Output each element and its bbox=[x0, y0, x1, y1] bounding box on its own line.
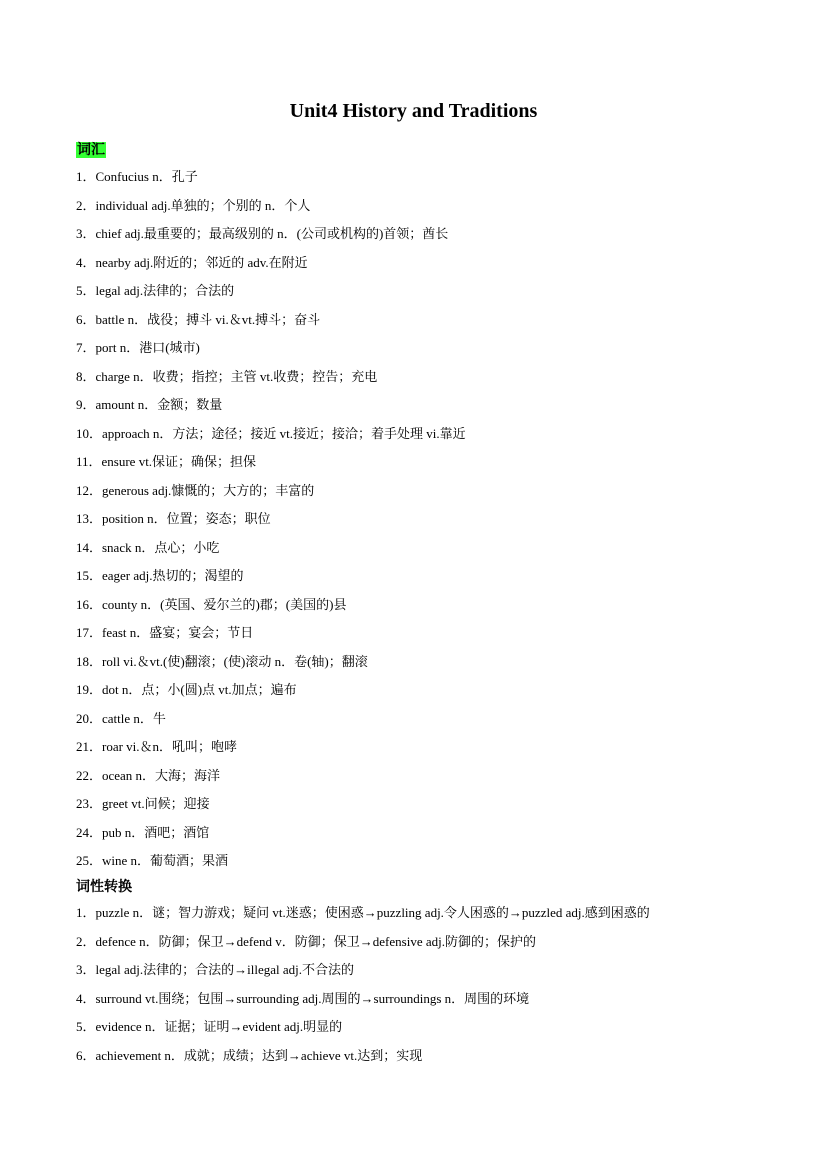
list-item: 15．eager adj.热切的；渴望的 bbox=[76, 568, 244, 583]
word-conversion-list bbox=[76, 899, 650, 1070]
section-heading-label: 词性转换 bbox=[76, 879, 132, 895]
list-item: 2．individual adj.单独的；个别的 n．个人 bbox=[76, 197, 311, 213]
vocabulary-list bbox=[76, 163, 466, 876]
list-item: 1．puzzle n．谜；智力游戏；疑问 vt.迷惑；使困惑→puzzling adj.令人困惑的→puzzled adj.感到困惑的 bbox=[76, 905, 650, 920]
list-item: 23．greet vt.问候；迎接 bbox=[76, 796, 210, 811]
list-item: 5．legal adj.法律的；合法的 bbox=[76, 283, 235, 298]
list-item: 17．feast n．盛宴；宴会；节日 bbox=[76, 625, 254, 640]
list-item: 19．dot n．点；小(圆)点 vt.加点；遍布 bbox=[76, 682, 297, 697]
list-item: 13．position n．位置；姿态；职位 bbox=[76, 511, 271, 526]
list-item: 3．chief adj.最重要的；最高级别的 n．(公司或机构的)首领；酋长 bbox=[76, 226, 449, 241]
list-item: 11．ensure vt.保证；确保；担保 bbox=[76, 454, 257, 469]
section-heading-label: 词汇 bbox=[77, 142, 105, 158]
list-item: 18．roll vi.＆vt.(使)翻滚；(使)滚动 n．卷(轴)；翻滚 bbox=[76, 653, 368, 669]
list-item: 3．legal adj.法律的；合法的→illegal adj.不合法的 bbox=[76, 962, 355, 977]
list-item: 25．wine n．葡萄酒；果酒 bbox=[76, 853, 229, 868]
list-item: 5．evidence n．证据；证明→evident adj.明显的 bbox=[76, 1019, 343, 1034]
list-item: 12．generous adj.慷慨的；大方的；丰富的 bbox=[76, 482, 315, 498]
list-item: 2．defence n．防御；保卫→defend v．防御；保卫→defensive adj.防御的；保护的 bbox=[76, 933, 536, 949]
list-item: 7．port n．港口(城市) bbox=[76, 340, 200, 355]
list-item: 4．surround vt.围绕；包围→surrounding adj.周围的→surroundings n．周围的环境 bbox=[76, 990, 530, 1006]
list-item: 14．snack n．点心；小吃 bbox=[76, 539, 220, 555]
list-item: 4．nearby adj.附近的；邻近的 adv.在附近 bbox=[76, 254, 308, 270]
page-title: Unit4 History and Traditions bbox=[289, 100, 538, 122]
list-item: 24．pub n．酒吧；酒馆 bbox=[76, 824, 210, 840]
list-item: 6．battle n．战役；搏斗 vi.＆vt.搏斗；奋斗 bbox=[76, 311, 321, 327]
list-item: 6．achievement n．成就；成绩；达到→achieve vt.达到；实现 bbox=[76, 1047, 423, 1063]
list-item: 21．roar vi.＆n．吼叫；咆哮 bbox=[76, 739, 238, 754]
list-item: 22．ocean n．大海；海洋 bbox=[76, 767, 221, 783]
section-heading-vocabulary bbox=[76, 139, 106, 159]
section-heading-word-conversion bbox=[76, 876, 132, 896]
list-item: 20．cattle n．牛 bbox=[76, 710, 166, 726]
list-item: 1．Confucius n．孔子 bbox=[76, 169, 198, 184]
list-item: 10．approach n．方法；途径；接近 vt.接近；接洽；着手处理 vi.靠近 bbox=[76, 425, 466, 441]
list-item: 16．county n．(英国、爱尔兰的)郡；(美国的)县 bbox=[76, 596, 347, 612]
list-item: 8．charge n．收费；指控；主管 vt.收费；控告；充电 bbox=[76, 368, 378, 384]
list-item: 9．amount n．金额；数量 bbox=[76, 397, 223, 412]
